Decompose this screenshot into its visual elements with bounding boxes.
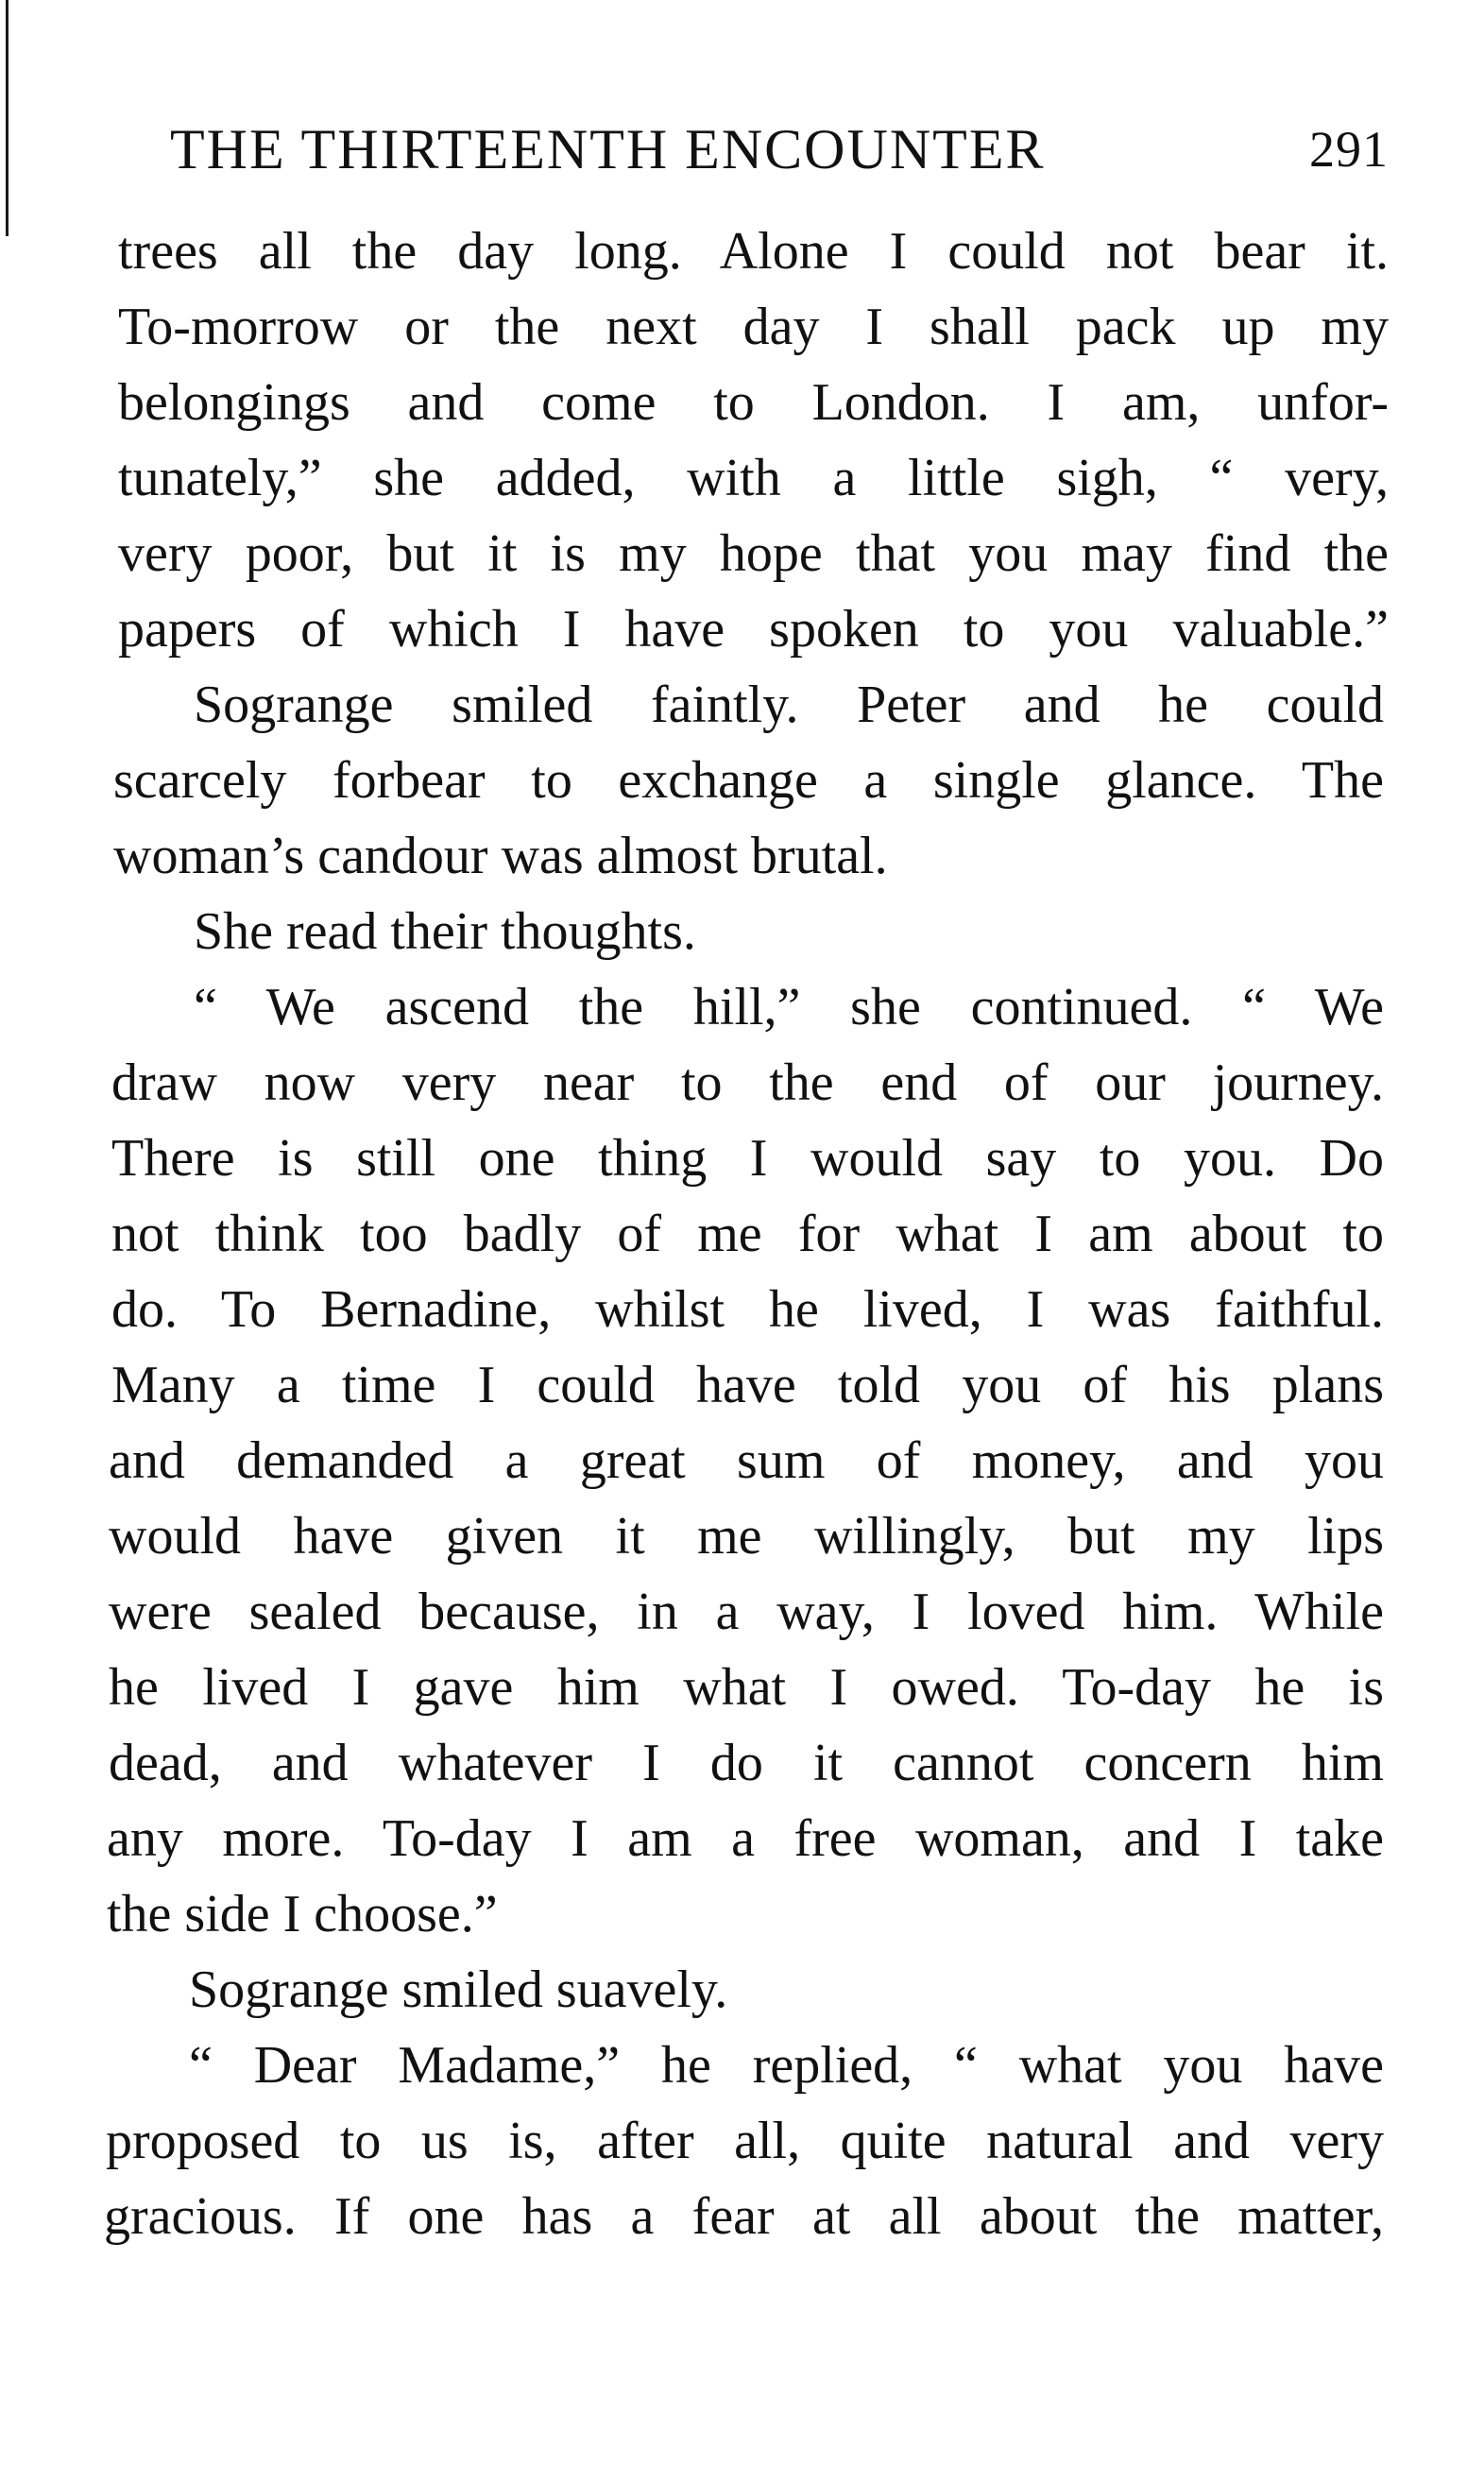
page-binding-edge [6,0,9,236]
text-line: woman’s candour was almost brutal. [113,827,888,885]
text-line: proposed to us is, after all, quite natural and very [106,2112,1384,2170]
text-line: not think too badly of me for what I am about to [111,1205,1384,1263]
text-line: draw now very near to the end of our journey. [111,1053,1384,1112]
text-line: and demanded a great sum of money, and you [109,1431,1384,1490]
text-line: would have given it me willingly, but my lips [109,1507,1384,1566]
text-line: “ Dear Madame,” he replied, “ what you have [189,2036,1384,2095]
page-number: 291 [1309,121,1389,178]
text-line: tunately,” she added, with a little sigh, “ very, [118,449,1389,507]
text-line: were sealed because, in a way, I loved him. While [109,1583,1384,1641]
text-line: Many a time I could have told you of his plans [111,1356,1384,1414]
text-line: To-morrow or the next day I shall pack up my [118,298,1389,356]
text-line: any more. To-day I am a free woman, and I take [107,1809,1384,1868]
text-line: papers of which I have spoken to you valuable.” [118,600,1389,659]
text-line: trees all the day long. Alone I could not bear it. [118,222,1389,281]
text-line: he lived I gave him what I owed. To-day he is [109,1658,1384,1717]
text-line: very poor, but it is my hope that you may find the [118,524,1389,583]
text-line: Sogrange smiled suavely. [189,1960,728,2019]
text-line: dead, and whatever I do it cannot concern him [109,1734,1384,1792]
text-line: do. To Bernadine, whilst he lived, I was faithful. [111,1280,1384,1339]
running-head [170,111,1389,187]
text-line: scarcely forbear to exchange a single glance. The [113,751,1384,810]
chapter-title: THE THIRTEENTH ENCOUNTER [170,118,1046,180]
text-line: “ We ascend the hill,” she continued. “ We [194,978,1384,1036]
text-line: the side I choose.” [107,1885,498,1943]
text-line: She read their thoughts. [194,902,696,961]
text-line: Sogrange smiled faintly. Peter and he could [194,676,1384,734]
text-line: belongings and come to London. I am, unfor- [118,373,1389,432]
text-line: gracious. If one has a fear at all about the matter, [104,2187,1384,2246]
text-line: There is still one thing I would say to you. Do [111,1129,1384,1188]
